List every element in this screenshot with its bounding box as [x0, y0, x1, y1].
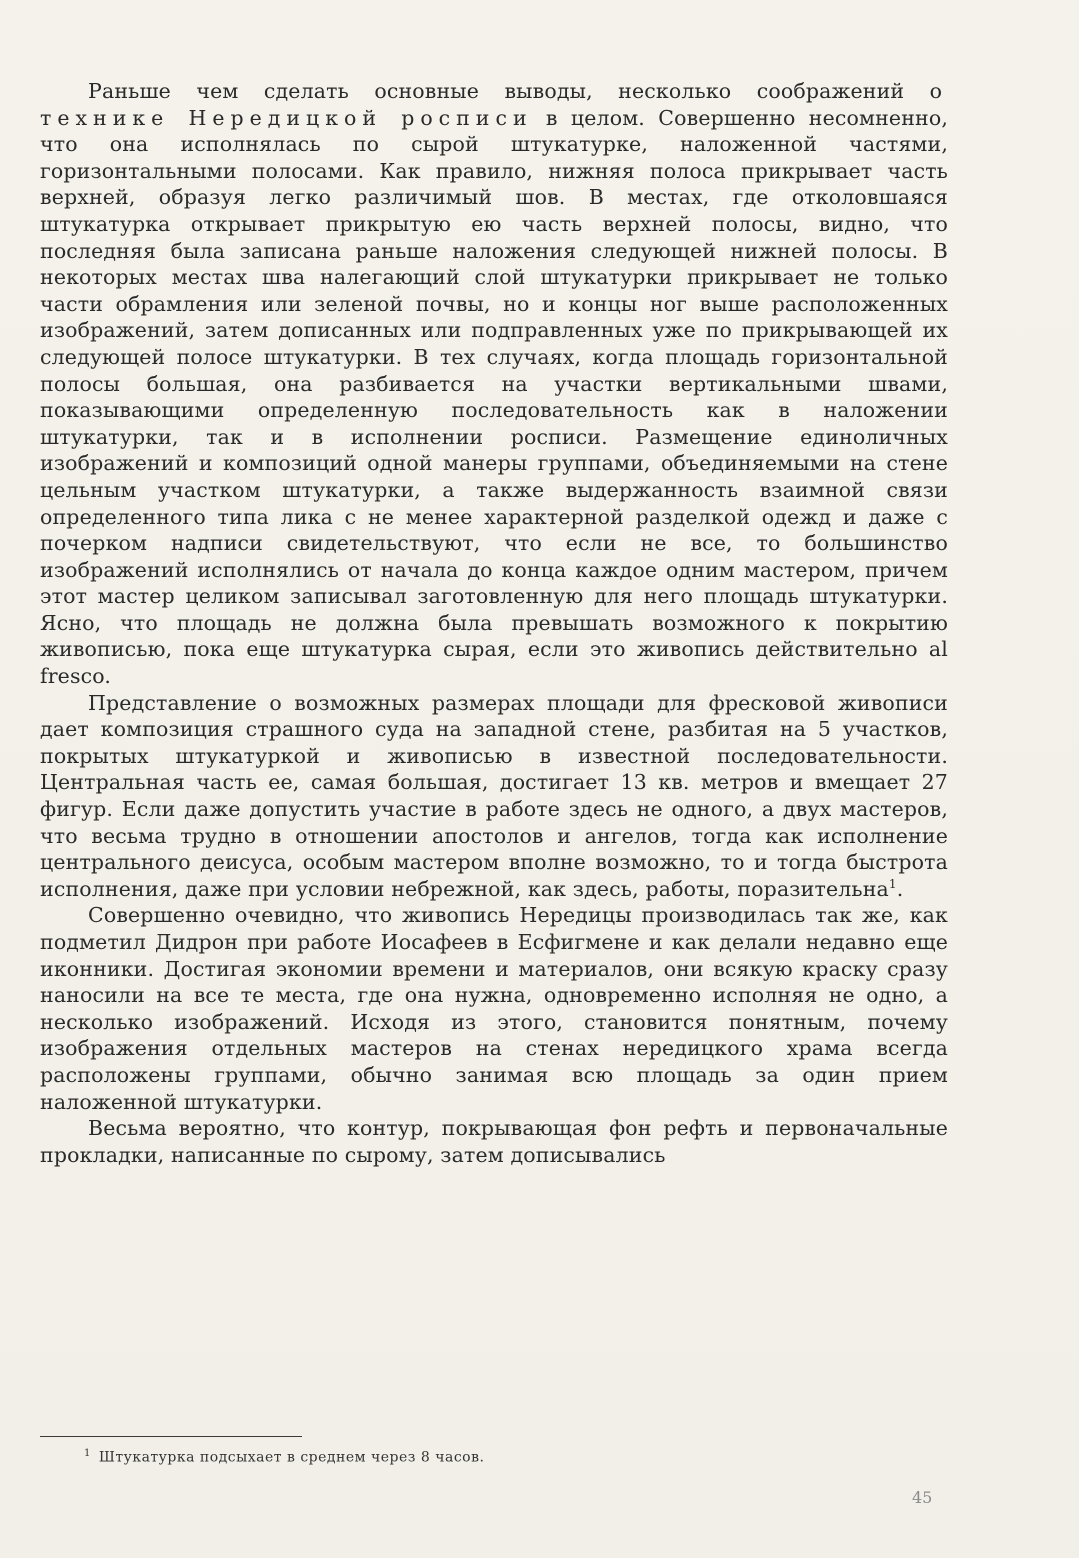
paragraph-1-rest: в целом. Совершенно несомненно, что она исполнялась по сырой штукатурке, наложенной частями, горизонтальными полосами. Как правило, нижняя полоса прикрывает часть верхней, образуя легко различимый шов. В местах, где отколовшаяся штукатурка открывает прикрытую ею часть верхней полосы, видно, что последняя была записана раньше наложения следующей нижней полосы. В некоторых местах шва налегающий слой штукатурки прикрывает не только части обрамления или зеленой почвы, но и концы ног выше расположенных изображений, затем дописанных или подправленных уже по прикрывающей их следующей полосе штукатурки. В тех случаях, когда площадь горизонтальной полосы большая, она разбивается на участки вертикальными швами, показывающими определенную последовательность как в наложении штукатурки, так и в исполнении росписи. Размещение единоличных изображений и композиций одной манеры группами, объединяемыми на стене цельным участком штукатурки, а также выдержанность взаимной связи определенного типа лика с не менее характерной разделкой одежд и даже с почерком надписи свидетельствуют, что если не все, то большинство изображений исполнялись от начала до конца каждое одним мастером, причем этот мастер целиком записывал заготовленную для него площадь штукатурки. Ясно, что площадь не должна была превышать возможного к покрытию живописью, пока еще штукатурка сырая, если это живопись действительно al fresco.: [40, 105, 948, 689]
paragraph-4-text: Весьма вероятно, что контур, покрывающая фон рефть и первоначальные прокладки, написанные по сырому, затем дописывались: [40, 1116, 948, 1167]
body-text: [40, 78, 948, 1168]
paragraph-2: [40, 690, 948, 903]
paragraph-1: [40, 78, 948, 690]
footnote-text: Штукатурка подсыхает в среднем через 8 часов.: [98, 1449, 485, 1466]
paragraph-2-text: Представление о возможных размерах площади для фресковой живописи дает композиция страшного суда на западной стене, разбитая на 5 участков, покрытых штукатуркой и живописью в известной последовательности. Центральная часть ее, самая большая, достигает 13 кв. метров и вмещает 27 фигур. Если даже допустить участие в работе здесь не одного, а двух мастеров, что весьма трудно в отношении апостолов и ангелов, тогда как исполнение центрального деисуса, особым мастером вполне возможно, то и тогда быстрота исполнения, даже при условии небрежной, как здесь, работы, поразительна: [40, 690, 948, 901]
footnote-number: 1: [84, 1448, 91, 1459]
paragraph-1-spaced-phrase: о технике Нередицкой росписи: [40, 79, 948, 130]
paragraph-4: [40, 1115, 948, 1168]
footnote-reference: 1: [888, 876, 897, 891]
footnote-divider: [40, 1436, 302, 1437]
paragraph-1-lead: Раньше чем сделать основные выводы, несколько соображений: [88, 79, 930, 103]
paragraph-3: [40, 902, 948, 1115]
footnote: [84, 1448, 484, 1466]
paragraph-2-tail: .: [896, 876, 904, 901]
page-number: 45: [912, 1488, 933, 1507]
paragraph-3-text: Совершенно очевидно, что живопись Нередицы производилась так же, как подметил Дидрон при работе Иосафеев в Есфигмене и как делали недавно еще иконники. Достигая экономии времени и материалов, они всякую краску сразу наносили на все те места, где она нужна, одновременно исполняя не одно, а несколько изображений. Исходя из этого, становится понятным, почему изображения отдельных мастеров на стенах нередицкого храма всегда расположены группами, обычно занимая всю площадь за один прием наложенной штукатурки.: [40, 903, 948, 1114]
